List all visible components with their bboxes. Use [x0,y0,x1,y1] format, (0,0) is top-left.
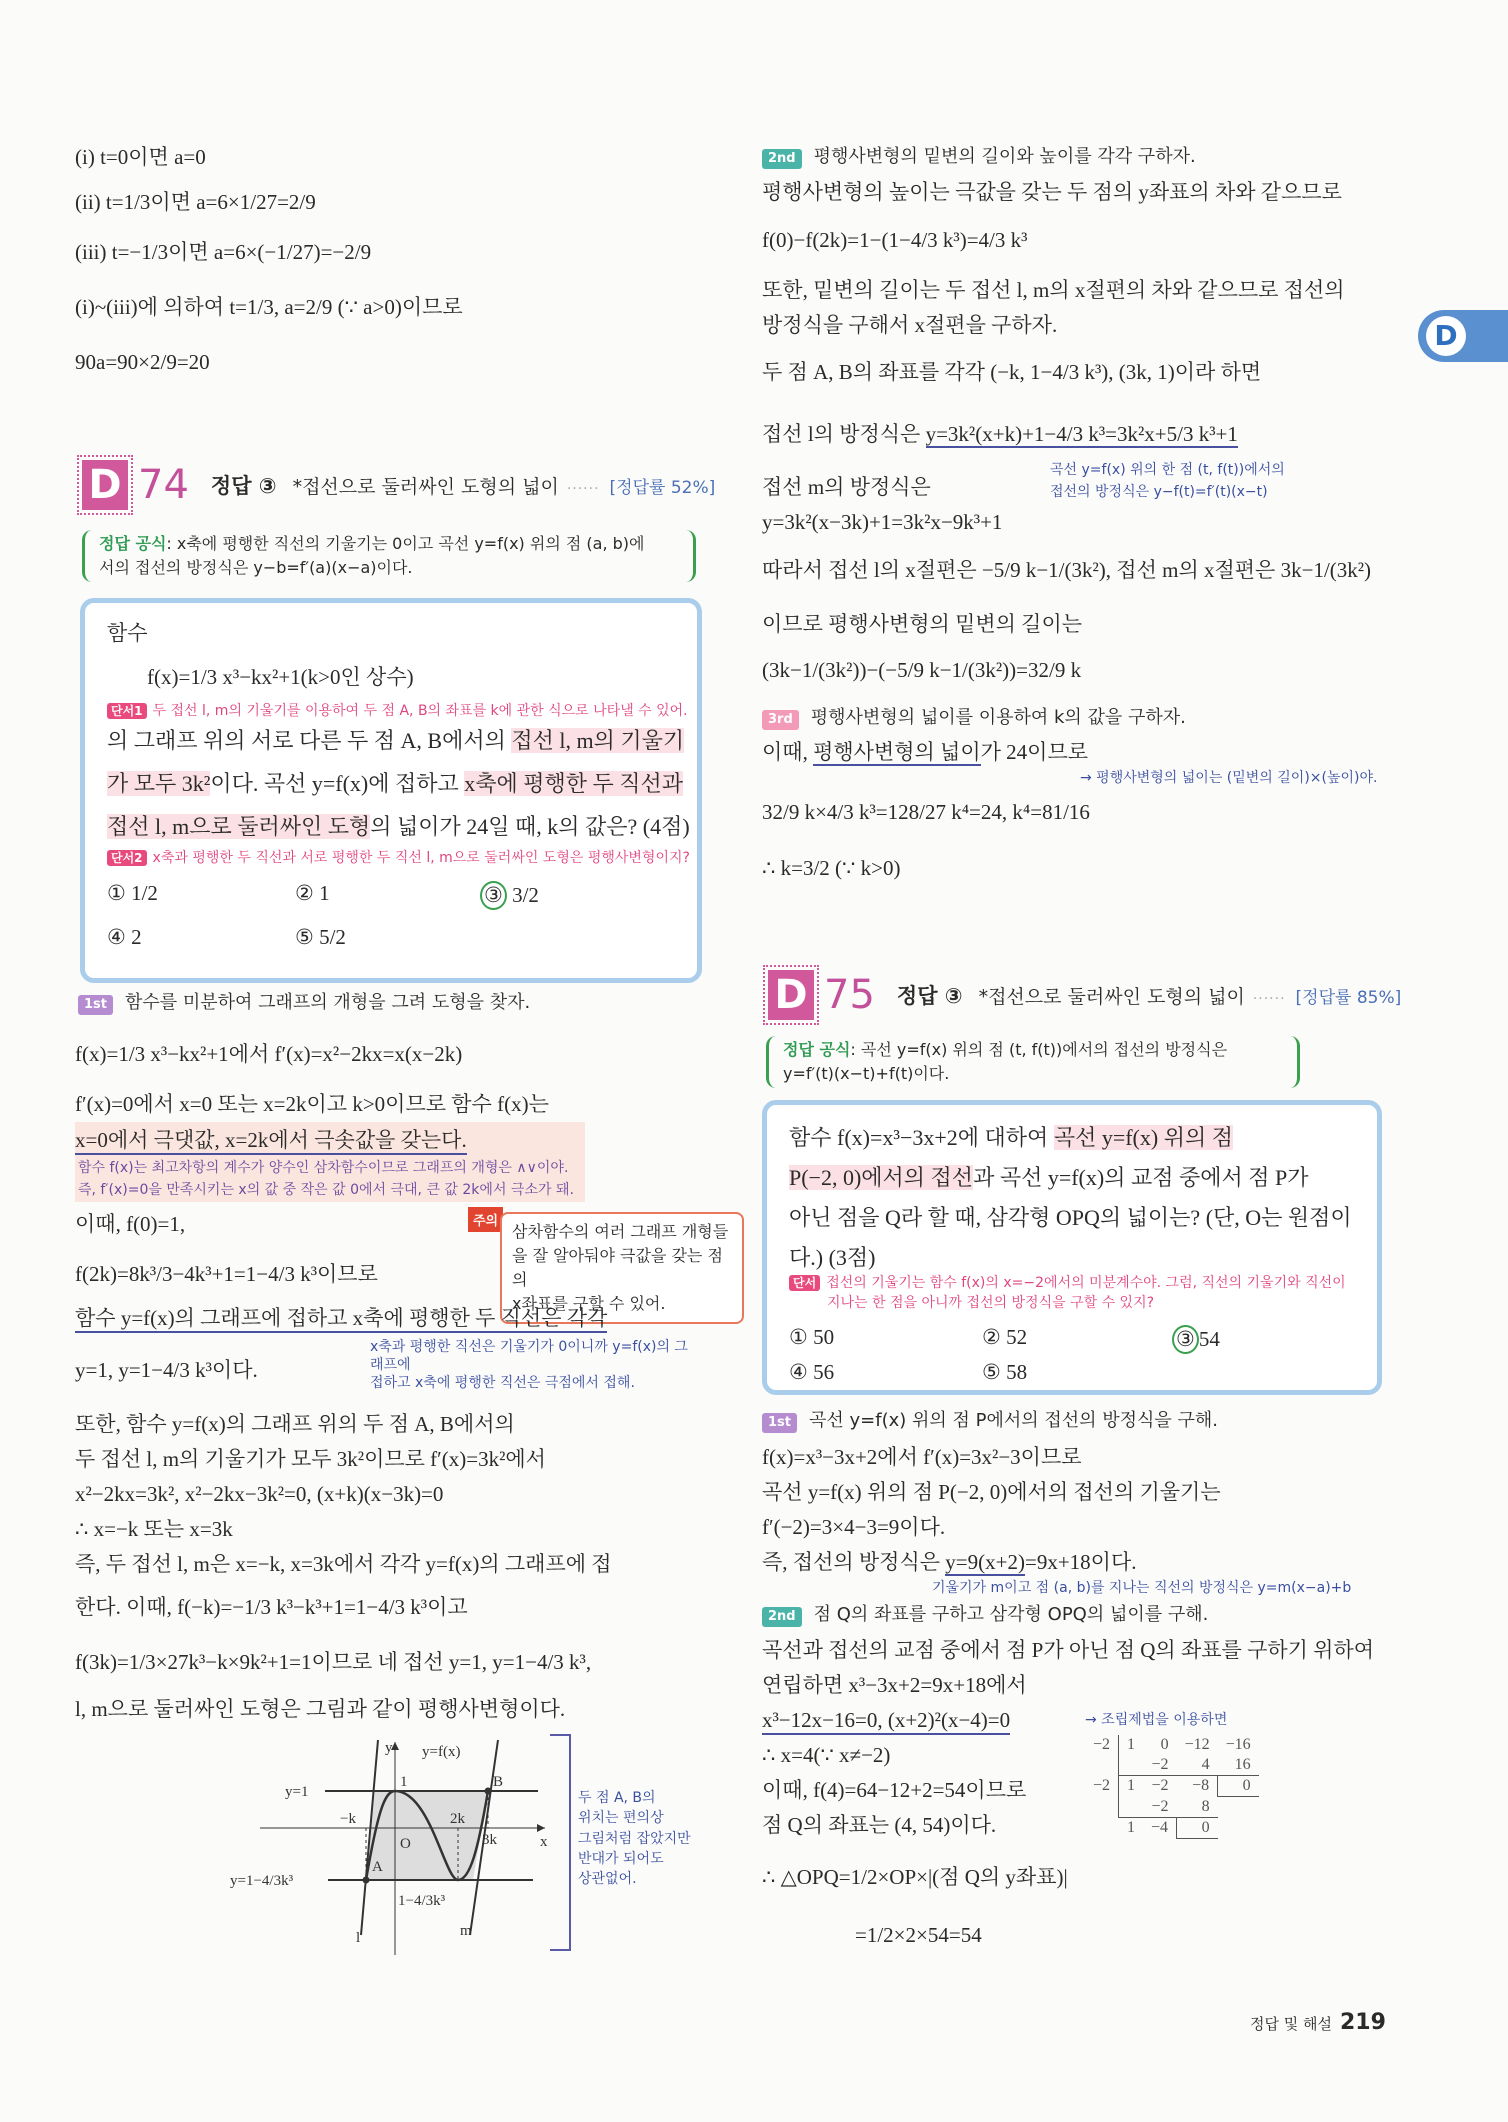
problem-highlight: 곡선 y=f(x) 위의 점 [1053,1125,1233,1150]
choice-1[interactable] [107,881,158,906]
syn-cell: −8 [1177,1776,1218,1797]
diagram-note [578,1788,691,1889]
side-note-line: x축과 평행한 직선은 기울기가 0이니까 y=f(x)의 그래프에 [370,1339,688,1373]
solution-line: ∴ △OPQ=1/2×OP×|(점 Q의 y좌표)| [762,1865,1068,1889]
solution-line: 32/9 k×4/3 k³=128/27 k⁴=24, k⁴=81/16 [762,800,1090,824]
choice-5[interactable] [982,1360,1027,1385]
choice-number: ② [295,881,314,905]
choice-value: 52 [1006,1325,1028,1349]
syn-cell [1119,1755,1144,1776]
label-neg-k: −k [340,1811,356,1827]
answer-formula [82,530,696,582]
answer-label: 정답 ③ [896,984,963,1008]
label-2k: 2k [450,1811,465,1827]
warning-line: 삼차함수의 여러 그래프 개형들 [512,1222,729,1241]
solution-line: f′(x)=0에서 x=0 또는 x=2k이고 k>0이므로 함수 f(x)는 [75,1092,549,1116]
choice-value: 5/2 [319,925,346,949]
syn-cell: −2 [1093,1736,1111,1753]
syn-cell: 1 [1119,1735,1144,1755]
solution-line: 또한, 함수 y=f(x)의 그래프 위의 두 점 A, B에서의 [75,1412,515,1436]
warning-line: 을 잘 알아둬야 극값을 갖는 점의 [512,1246,723,1289]
correct-rate: [정답률 85%] [1295,987,1402,1008]
choice-3-correct[interactable] [1172,1325,1220,1354]
side-note: 기울기가 m이고 점 (a, b)를 지나는 직선의 방정식은 y=m(x−a)+b [932,1580,1352,1596]
solution-line: x³−12x−16=0, (x+2)²(x−4)=0 [762,1708,1010,1735]
syn-cell [1085,1797,1119,1818]
solution-line: =1/2×2×54=54 [855,1923,982,1947]
problem-highlight: x축에 평행한 두 직선과 [464,771,684,796]
syn-cell: 1 [1119,1817,1144,1838]
hint [789,1275,1346,1292]
solution-line: 한다. 이때, f(−k)=−1/3 k³−k³+1=1−4/3 k³이고 [75,1595,468,1619]
syn-cell: −12 [1184,1736,1210,1753]
solution-line: f(3k)=1/3×27k³−k×9k²+1=1이므로 네 접선 y=1, y=1−4/3 k³, [75,1650,592,1674]
step-tag: 3rd [762,710,799,730]
solution-line: 연립하면 x³−3x+2=9x+18에서 [762,1673,1027,1697]
syn-cell [1218,1797,1259,1818]
choice-value: 54 [1198,1327,1220,1351]
choice-2[interactable] [295,881,330,906]
syn-cell [1218,1817,1259,1838]
solution-line: f(x)=1/3 x³−kx²+1에서 f′(x)=x²−2kx=x(x−2k) [75,1042,463,1066]
syn-cell: −2 [1151,1756,1169,1773]
solution-line: x²−2kx=3k², x²−2kx−3k²=0, (x+k)(x−3k)=0 [75,1482,444,1506]
solution-line: 따라서 접선 l의 x절편은 −5/9 k−1/(3k²), 접선 m의 x절편은 3k−1/(3k²) [762,558,1372,582]
hint-text: 두 접선 l, m의 기울기를 이용하여 두 점 A, B의 좌표를 k에 관한 식으로 나타낼 수 있어. [152,703,688,719]
solution-line: f(0)−f(2k)=1−(1−4/3 k³)=4/3 k³ [762,228,1028,252]
choice-value: 2 [131,925,142,949]
prev-line: (i) t=0이면 a=0 [75,145,206,169]
solution-line: 방정식을 구해서 x절편을 구하자. [762,313,1058,337]
step-tag: 2nd [762,1607,802,1627]
problem-box-75 [762,1100,1382,1395]
solution-line: ∴ x=−k 또는 x=3k [75,1517,233,1541]
label-1: 1 [400,1774,408,1790]
problem-highlight: 접선 l, m으로 둘러싸인 도형 [107,814,371,839]
solution-line: 접선 m의 방정식은 [762,475,931,499]
step-title: 평행사변형의 밑변의 길이와 높이를 각각 구하자. [813,146,1196,167]
choice-value: 50 [813,1325,835,1349]
choice-4[interactable] [789,1360,834,1385]
step-title: 함수를 미분하여 그래프의 개형을 그려 도형을 찾자. [125,992,531,1013]
answer-label: 정답 ③ [210,474,277,498]
x-axis-label: x [540,1834,548,1850]
choice-3-correct[interactable] [480,881,539,910]
solution-line: 즉, 두 접선 l, m은 x=−k, x=3k에서 각각 y=f(x)의 그래프에 접 [75,1552,612,1576]
label-l: l [356,1930,361,1946]
label-b: B [493,1774,504,1790]
prev-line: 90a=90×2/9=20 [75,350,210,374]
q74-header [82,460,715,510]
problem-line [107,814,690,840]
solution-line: 곡선과 접선의 교점 중에서 점 P가 아닌 점 Q의 좌표를 구하기 위하여 [762,1638,1375,1662]
hint-tag: 단서 [789,1275,820,1291]
formula-text: 서의 접선의 방정식은 y−b=f′(a)(x−a)이다. [99,558,413,577]
chapter-tab-letter: D [1426,316,1466,356]
prev-line: (iii) t=−1/3이면 a=6×(−1/27)=−2/9 [75,240,372,264]
choice-number: ④ [107,925,126,949]
solution-line: ∴ k=3/2 (∵ k>0) [762,856,901,880]
problem-text: 다.) (3점) [789,1245,876,1270]
question-number: 75 [824,972,875,1018]
step-tag: 2nd [762,149,802,169]
step-tag: 1st [762,1413,797,1433]
syn-cell: 4 [1201,1756,1210,1773]
step-title: 점 Q의 좌표를 구하고 삼각형 OPQ의 넓이를 구해. [813,1604,1209,1625]
chapter-tab-d [1418,310,1508,362]
problem-line [789,1125,1233,1151]
syn-cell: 0 [1160,1736,1169,1753]
solution-line: f(x)=x³−3x+2에서 f′(x)=3x²−3이므로 [762,1445,1082,1469]
syn-cell [1085,1755,1119,1776]
side-note: → 평행사변형의 넓이는 (밑변의 길이)×(높이)야. [1080,770,1378,786]
formula-text: y=f′(t)(x−t)+f(t)이다. [783,1064,950,1083]
step-1-heading [762,1410,1218,1433]
diagram-note-line: 두 점 A, B의 [578,1790,656,1806]
solution-line [762,422,1238,447]
y-axis-label: y [385,1740,393,1756]
point-a [363,1877,370,1884]
point-b [485,1788,492,1795]
choice-value: 1/2 [131,881,158,905]
solution-line: f(2k)=8k³/3−4k³+1=1−4/3 k³이므로 [75,1262,378,1286]
solution-line [762,740,1088,765]
choice-value: 56 [813,1360,835,1384]
correct-rate: [정답률 52%] [609,477,716,498]
hint-1 [107,703,688,720]
solution-line: ∴ x=4(∵ x≠−2) [762,1743,891,1767]
solution-line: 점 Q의 좌표는 (4, 54)이다. [762,1813,997,1837]
solution-line: 이므로 평행사변형의 밑변의 길이는 [762,612,1083,636]
label-y1: y=1 [285,1784,309,1800]
solution-line: 이때, f(0)=1, [75,1212,186,1236]
syn-cell: 0 [1218,1776,1259,1797]
label-origin: O [400,1836,411,1852]
side-note: 곡선 y=f(x) 위의 한 점 (t, f(t))에서의 [1050,462,1285,478]
topic: *접선으로 둘러싸인 도형의 넓이 [292,475,559,498]
solution-line: l, m으로 둘러싸인 도형은 그림과 같이 평행사변형이다. [75,1697,566,1721]
solution-line: f′(−2)=3×4−3=9이다. [762,1515,946,1539]
syn-cell: −4 [1143,1817,1177,1838]
syn-cell [1119,1797,1144,1818]
choice-1[interactable] [789,1325,834,1350]
choice-value: 58 [1006,1360,1028,1384]
step-title: 평행사변형의 넓이를 이용하여 k의 값을 구하자. [810,707,1186,728]
choice-number: ⑤ [295,925,314,949]
side-note [370,1338,700,1392]
x-axis-arrow [537,1824,545,1832]
section-letter: D [768,970,814,1020]
solution-text: 이때, [762,740,814,764]
solution-text: =9x+18이다. [1024,1550,1137,1574]
syn-cell [1085,1817,1119,1838]
solution-line: 함수 y=f(x)의 그래프에 접하고 x축에 평행한 두 직선은 각각 [75,1306,607,1333]
step-title: 곡선 y=f(x) 위의 점 P에서의 접선의 방정식을 구해. [809,1410,1218,1431]
label-m: m [460,1923,472,1939]
choice-2[interactable] [982,1325,1027,1350]
choice-number: ③ [1172,1325,1199,1354]
formula-text: : x축에 평행한 직선의 기울기는 0이고 곡선 y=f(x) 위의 점 (a, b)에 [166,534,645,553]
problem-text: 과 곡선 y=f(x)의 교점 중에서 점 P가 [973,1165,1309,1190]
dots: ...... [566,477,600,493]
choice-number: ① [107,881,126,905]
choice-number: ③ [480,881,507,910]
side-note: → 조립제법을 이용하면 [1085,1712,1228,1728]
problem-function: f(x)=1/3 x³−kx²+1(k>0인 상수) [147,665,414,689]
problem-text: 이다. 곡선 y=f(x)에 접하고 [210,771,465,796]
solution-line: 두 점 A, B의 좌표를 각각 (−k, 1−4/3 k³), (3k, 1)이라 하면 [762,360,1262,384]
problem-highlight: 가 모두 3k² [107,771,211,796]
syn-cell: 0 [1177,1817,1218,1838]
problem-text: 함수 f(x)=x³−3x+2에 대하여 [789,1125,1054,1150]
diagram-note-line: 그림처럼 잡았지만 [578,1830,691,1847]
solution-line [762,1550,1137,1575]
solution-underlined: 평행사변형의 넓이 [813,740,981,764]
solution-text: 가 24이므로 [980,740,1089,764]
formula-text: : 곡선 y=f(x) 위의 점 (t, f(t))에서의 접선의 방정식은 [850,1040,1228,1059]
syn-cell: −2 [1143,1776,1177,1797]
warning-line: x좌표를 구할 수 있어. [512,1294,666,1313]
answer-formula [766,1036,1300,1088]
solution-line: 곡선 y=f(x) 위의 점 P(−2, 0)에서의 접선의 기울기는 [762,1480,1221,1504]
solution-line: 평행사변형의 높이는 극값을 갖는 두 점의 y좌표의 차와 같으므로 [762,180,1342,204]
step-tag: 1st [78,995,113,1015]
solution-line: 또한, 밑변의 길이는 두 접선 l, m의 x절편의 차와 같으므로 접선의 [762,278,1345,302]
hint-text: 접선의 기울기는 함수 f(x)의 x=−2에서의 미분계수야. 그럼, 직선의 기울기와 직선이 [826,1275,1346,1291]
choice-value: 1 [319,881,330,905]
page-footer [1250,2010,1386,2035]
problem-text: 의 그래프 위의 서로 다른 두 점 A, B에서의 [107,728,512,753]
solution-underlined: y=9(x+2) [945,1550,1025,1574]
choice-number: ① [789,1325,808,1349]
problem-text: 함수 [107,621,148,645]
diagram-note-line: 상관없어. [578,1871,637,1888]
solution-line: y=1, y=1−4/3 k³이다. [75,1358,258,1382]
side-note-line: 접하고 x축에 평행한 직선은 극점에서 접해. [370,1375,635,1391]
choice-4[interactable] [107,925,142,950]
solution-line: 이때, f(4)=64−12+2=54이므로 [762,1778,1027,1802]
step-1-heading [78,992,530,1015]
question-number: 74 [138,462,189,508]
diagram-note-line: 위치는 편의상 [578,1810,664,1827]
syn-cell: 16 [1234,1756,1251,1773]
solution-line: (3k−1/(3k²))−(−5/9 k−1/(3k²))=32/9 k [762,658,1082,682]
synthetic-division [1085,1735,1259,1839]
hint-tag: 단서2 [107,850,147,866]
problem-text: 의 넓이가 24일 때, k의 값은? (4점) [370,814,690,839]
problem-text: 아닌 점을 Q라 할 때, 삼각형 OPQ의 넓이는? (단, O는 원점이 [789,1205,1352,1230]
choice-number: ⑤ [982,1360,1001,1384]
solution-text: 접선 l의 방정식은 [762,422,926,446]
problem-line [789,1165,1308,1191]
syn-cell: −2 [1093,1777,1111,1794]
formula-label: 정답 공식 [99,534,167,553]
diagram-note-line: 반대가 되어도 [578,1850,664,1867]
syn-cell: −2 [1151,1797,1169,1815]
label-3k: 3k [482,1832,497,1848]
syn-cell: −16 [1225,1736,1251,1753]
choice-number: ② [982,1325,1001,1349]
choice-number: ④ [789,1360,808,1384]
hint-2 [107,850,690,867]
solution-line: 두 접선 l, m의 기울기가 모두 3k²이므로 f′(x)=3k²에서 [75,1447,546,1471]
footer-label: 정답 및 해설 [1250,2015,1332,2033]
label-ylow: y=1−4/3k³ [230,1873,294,1889]
topic: *접선으로 둘러싸인 도형의 넓이 [978,985,1245,1008]
step-2-heading [762,1604,1208,1627]
problem-box-74 [80,598,702,983]
problem-highlight: P(−2, 0)에서의 접선 [789,1165,974,1190]
syn-cell: 8 [1201,1797,1210,1815]
side-note: 접선의 방정식은 y−f(t)=f′(t)(x−t) [1050,484,1268,500]
problem-line [107,728,684,754]
solution-line: y=3k²(x−3k)+1=3k²x−9k³+1 [762,510,1003,534]
step-3-heading [762,707,1186,730]
problem-line [107,771,683,797]
prev-line: (i)~(iii)에 의하여 t=1/3, a=2/9 (∵ a>0)이므로 [75,295,463,319]
solution-underlined: y=3k²(x+k)+1−4/3 k³=3k²x+5/3 k³+1 [925,422,1238,446]
problem-highlight: 접선 l, m의 기울기 [511,728,685,753]
side-note: 즉, f′(x)=0을 만족시키는 x의 값 중 작은 값 0에서 극대, 큰 값 2k에서 극소가 돼. [78,1182,574,1198]
hint-text: 지나는 한 점을 아니까 접선의 방정식을 구할 수 있지? [827,1295,1155,1311]
warning-flag: 주의 [468,1207,503,1232]
q75-header [768,970,1401,1020]
side-note: 함수 f(x)는 최고차항의 계수가 양수인 삼차함수이므로 그래프의 개형은 ∧∨이야. [78,1160,569,1176]
formula-label: 정답 공식 [783,1040,851,1059]
syn-cell: 1 [1119,1776,1144,1797]
page-number: 219 [1340,2010,1386,2035]
choice-5[interactable] [295,925,346,950]
label-low: 1−4/3k³ [398,1893,446,1909]
dots: ...... [1252,987,1286,1003]
bracket [550,1735,570,1950]
curve-label: y=f(x) [422,1744,461,1760]
choice-value: 3/2 [512,883,539,907]
hint-text: x축과 평행한 두 직선과 서로 평행한 두 직선 l, m으로 둘러싸인 도형은 평행사변형이지? [152,850,690,866]
section-letter: D [82,460,128,510]
solution-line: x=0에서 극댓값, x=2k에서 극솟값을 갖는다. [75,1128,467,1155]
prev-line: (ii) t=1/3이면 a=6×1/27=2/9 [75,190,316,214]
hint-tag: 단서1 [107,703,147,719]
step-2-heading [762,146,1196,169]
label-a: A [372,1859,383,1875]
solution-text: 즉, 접선의 방정식은 [762,1550,946,1574]
